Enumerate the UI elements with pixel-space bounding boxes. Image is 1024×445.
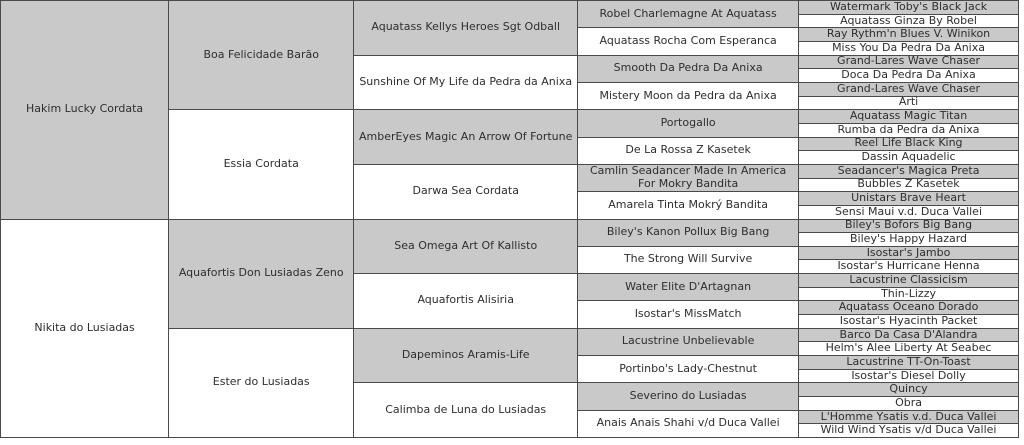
pedigree-cell-g3-7: Dapeminos Aramis-Life [354,329,577,383]
pedigree-cell-g5-10: Rumba da Pedra da Anixa [799,124,1018,137]
pedigree-cell-g4-16: Anais Anais Shahi v/d Duca Vallei [578,411,798,437]
pedigree-cell-g4-4: Mistery Moon da Pedra da Anixa [578,83,798,109]
pedigree-cell-g5-28: Isostar's Diesel Dolly [799,370,1018,383]
pedigree-cell-g4-8: Amarela Tinta Mokrý Bandita [578,192,798,218]
pedigree-cell-g5-4: Miss You Da Pedra Da Anixa [799,42,1018,55]
pedigree-cell-g5-11: Reel Life Black King [799,138,1018,151]
pedigree-cell-g5-9: Aquatass Magic Titan [799,110,1018,123]
pedigree-cell-g5-26: Helm's Alee Liberty At Seabec [799,342,1018,355]
pedigree-cell-g4-14: Portinbo's Lady-Chestnut [578,356,798,382]
pedigree-cell-g5-24: Isostar's Hyacinth Packet [799,315,1018,328]
pedigree-cell-g5-29: Quincy [799,383,1018,396]
pedigree-cell-g5-16: Sensi Maui v.d. Duca Vallei [799,206,1018,219]
pedigree-cell-g4-13: Lacustrine Unbelievable [578,329,798,355]
pedigree-cell-g2-1: Boa Felicidade Barão [169,1,353,109]
pedigree-cell-g4-7: Camlin Seadancer Made In America For Mokry Bandita [578,165,798,191]
pedigree-cell-g4-6: De La Rossa Z Kasetek [578,138,798,164]
pedigree-cell-g5-2: Aquatass Ginza By Robel [799,15,1018,28]
pedigree-cell-g5-23: Aquatass Oceano Dorado [799,301,1018,314]
pedigree-cell-g5-27: Lacustrine TT-On-Toast [799,356,1018,369]
pedigree-cell-g5-30: Obra [799,397,1018,410]
pedigree-cell-g5-32: Wild Wind Ysatis v/d Duca Vallei [799,424,1018,437]
pedigree-cell-g4-3: Smooth Da Pedra Da Anixa [578,56,798,82]
pedigree-cell-g5-19: Isostar's Jambo [799,247,1018,260]
pedigree-cell-g5-1: Watermark Toby's Black Jack [799,1,1018,14]
pedigree-cell-g5-18: Biley's Happy Hazard [799,233,1018,246]
pedigree-cell-g5-15: Unistars Brave Heart [799,192,1018,205]
pedigree-cell-g3-3: AmberEyes Magic An Arrow Of Fortune [354,110,577,164]
pedigree-cell-g2-2: Essia Cordata [169,110,353,218]
pedigree-cell-g5-21: Lacustrine Classicism [799,274,1018,287]
pedigree-cell-g5-7: Grand-Lares Wave Chaser [799,83,1018,96]
pedigree-cell-g5-20: Isostar's Hurricane Henna [799,260,1018,273]
pedigree-cell-g4-15: Severino do Lusiadas [578,383,798,409]
pedigree-cell-g5-25: Barco Da Casa D'Alandra [799,329,1018,342]
pedigree-cell-g3-2: Sunshine Of My Life da Pedra da Anixa [354,56,577,110]
pedigree-cell-g5-3: Ray Rythm'n Blues V. Winikon [799,28,1018,41]
pedigree-cell-g4-2: Aquatass Rocha Com Esperanca [578,28,798,54]
pedigree-cell-g2-4: Ester do Lusiadas [169,329,353,437]
pedigree-cell-g4-11: Water Elite D'Artagnan [578,274,798,300]
pedigree-cell-g5-31: L'Homme Ysatis v.d. Duca Vallei [799,411,1018,424]
pedigree-cell-g2-3: Aquafortis Don Lusiadas Zeno [169,220,353,328]
pedigree-cell-g3-1: Aquatass Kellys Heroes Sgt Odball [354,1,577,55]
pedigree-cell-g3-8: Calimba de Luna do Lusiadas [354,383,577,437]
pedigree-cell-g5-22: Thin-Lizzy [799,288,1018,301]
pedigree-cell-g5-17: Biley's Bofors Big Bang [799,220,1018,233]
pedigree-cell-g5-5: Grand-Lares Wave Chaser [799,56,1018,69]
pedigree-cell-g4-12: Isostar's MissMatch [578,301,798,327]
pedigree-cell-g3-6: Aquafortis Alisiria [354,274,577,328]
pedigree-cell-g1-1: Hakim Lucky Cordata [1,1,168,219]
pedigree-cell-g5-14: Bubbles Z Kasetek [799,179,1018,192]
pedigree-cell-g3-5: Sea Omega Art Of Kallisto [354,220,577,274]
pedigree-cell-g5-6: Doca Da Pedra Da Anixa [799,69,1018,82]
pedigree-cell-g5-12: Dassin Aquadelic [799,151,1018,164]
pedigree-cell-g4-1: Robel Charlemagne At Aquatass [578,1,798,27]
pedigree-cell-g5-13: Seadancer's Magica Preta [799,165,1018,178]
pedigree-cell-g5-8: Arti [799,97,1018,110]
pedigree-cell-g4-9: Biley's Kanon Pollux Big Bang [578,220,798,246]
pedigree-cell-g1-2: Nikita do Lusiadas [1,220,168,438]
pedigree-cell-g4-10: The Strong Will Survive [578,247,798,273]
pedigree-cell-g4-5: Portogallo [578,110,798,136]
pedigree-cell-g3-4: Darwa Sea Cordata [354,165,577,219]
